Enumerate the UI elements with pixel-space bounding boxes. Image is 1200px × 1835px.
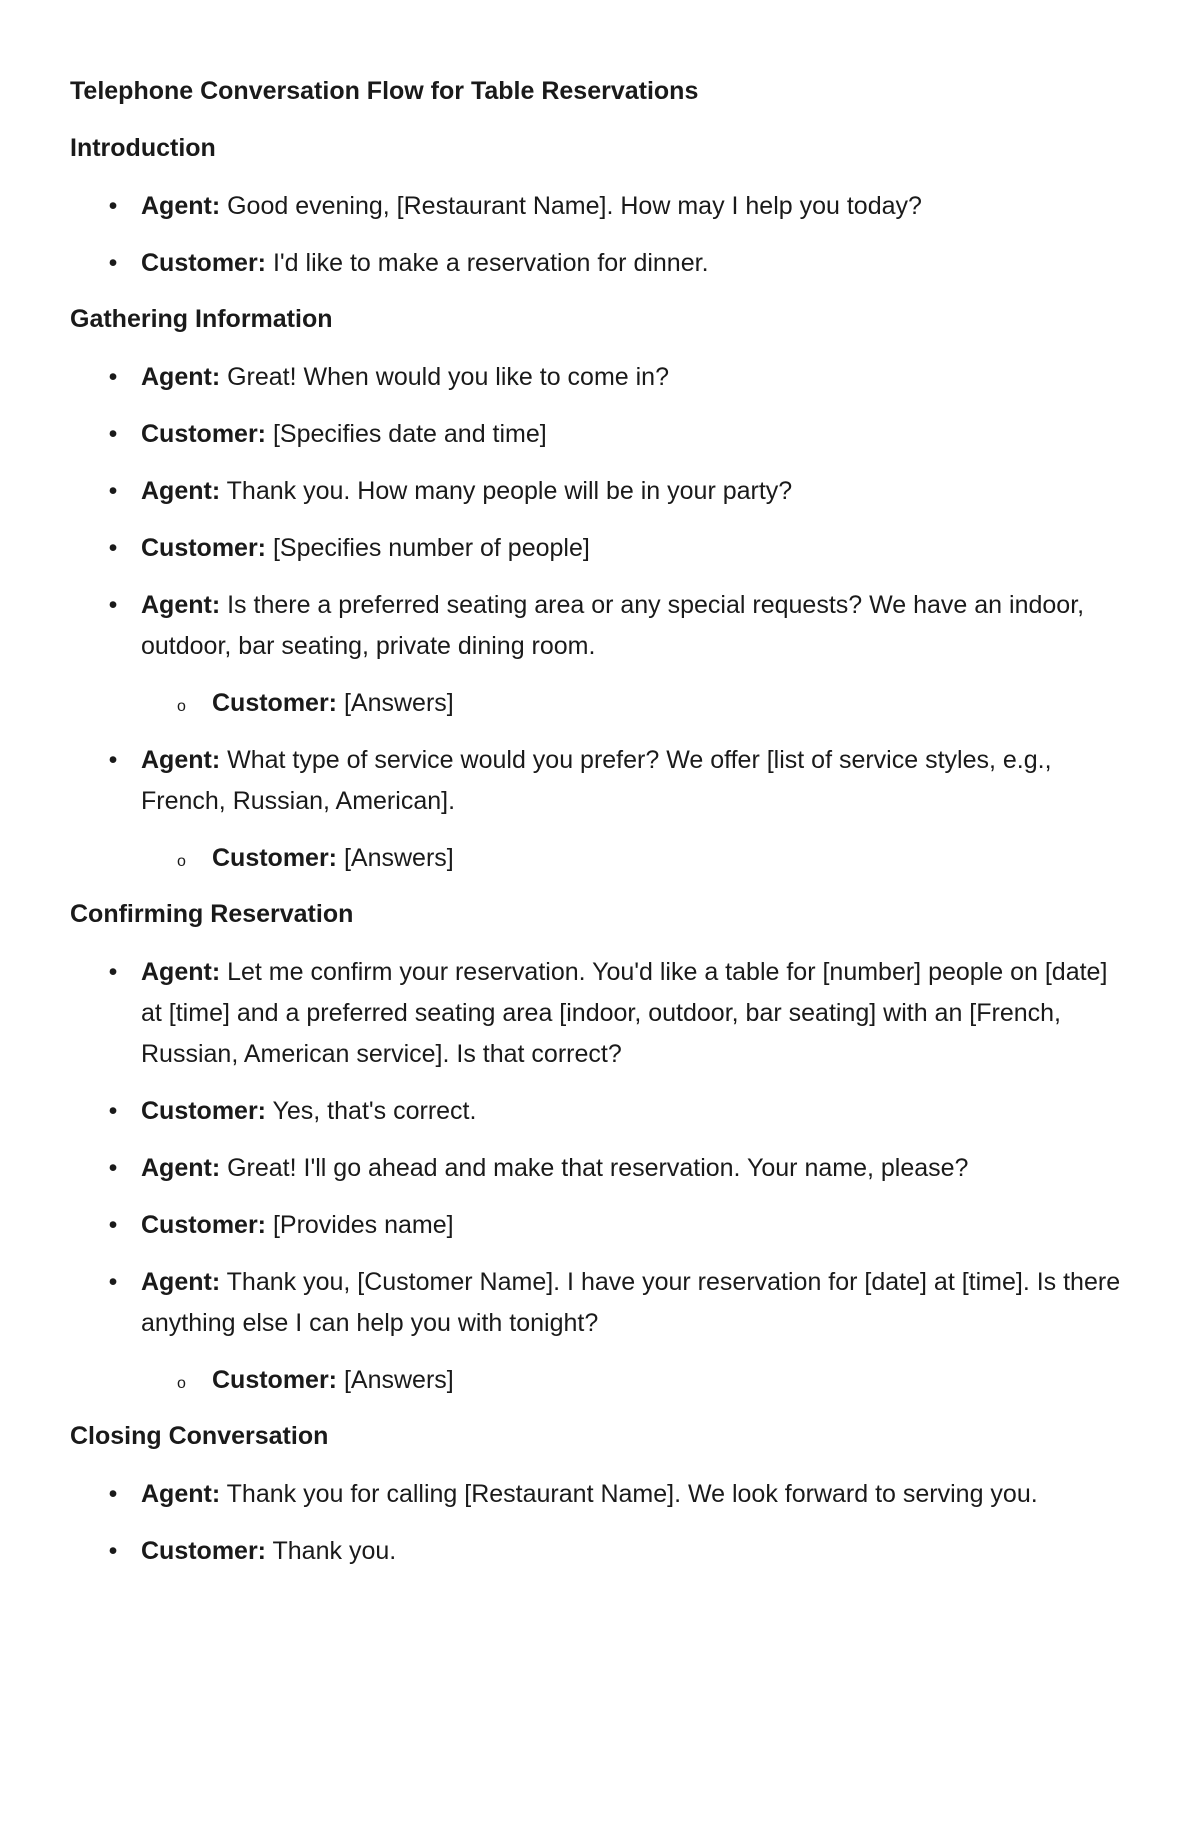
line-text: [Provides name] — [266, 1211, 454, 1239]
bullet-icon: • — [108, 363, 118, 391]
sub-list-item — [141, 683, 1130, 724]
list-item — [70, 1205, 1130, 1246]
list-item — [70, 528, 1130, 569]
line-text: Is there a preferred seating area or any special requests? We have an indoor, outdoor, bar seating, private dining room. — [141, 591, 1085, 660]
sub-list-item — [141, 1360, 1130, 1401]
line-text: What type of service would you prefer? We offer [list of service styles, e.g., French, Russian, American]. — [141, 746, 1052, 815]
bullet-icon: • — [108, 746, 118, 774]
sub-list — [141, 1360, 1130, 1401]
speaker-label: Customer: — [141, 249, 267, 277]
line-text: [Answers] — [337, 1366, 454, 1394]
speaker-label: Customer: — [212, 689, 338, 717]
section-heading-confirming-reservation: Confirming Reservation — [70, 900, 354, 928]
line-text: [Specifies date and time] — [266, 420, 547, 448]
sub-list-item — [141, 838, 1130, 879]
speaker-label: Agent: — [141, 591, 221, 619]
bullet-icon: • — [108, 1211, 118, 1239]
list-item — [70, 186, 1130, 227]
line-text: Let me confirm your reservation. You'd like a table for [number] people on [date] at [time] and a preferred seating area [indoor, outdoor, bar seating] with an [French, Russian, American service]. Is that correct? — [141, 958, 1108, 1068]
circle-bullet-icon: o — [177, 853, 186, 870]
circle-bullet-icon: o — [177, 1375, 186, 1392]
line-text: Great! When would you like to come in? — [220, 363, 669, 391]
speaker-label: Agent: — [141, 1154, 221, 1182]
bullet-icon: • — [108, 192, 118, 220]
line-text: I'd like to make a reservation for dinner. — [266, 249, 709, 277]
line-text: Great! I'll go ahead and make that reservation. Your name, please? — [220, 1154, 969, 1182]
line-text: Yes, that's correct. — [266, 1097, 477, 1125]
line-text: Good evening, [Restaurant Name]. How may I help you today? — [220, 192, 922, 220]
bullet-icon: • — [108, 420, 118, 448]
line-text: [Answers] — [337, 844, 454, 872]
list-item — [70, 740, 1130, 879]
bullet-icon: • — [108, 1154, 118, 1182]
line-text: Thank you, [Customer Name]. I have your reservation for [date] at [time]. Is there anything else I can help you with tonight? — [141, 1268, 1121, 1337]
section-heading-introduction: Introduction — [70, 134, 216, 162]
line-text: Thank you. — [266, 1537, 397, 1565]
bullet-icon: • — [108, 249, 118, 277]
section-heading-closing-conversation: Closing Conversation — [70, 1422, 329, 1450]
speaker-label: Agent: — [141, 363, 221, 391]
bullet-icon: • — [108, 958, 118, 986]
speaker-label: Customer: — [141, 534, 267, 562]
speaker-label: Agent: — [141, 477, 221, 505]
speaker-label: Customer: — [141, 1537, 267, 1565]
bullet-icon: • — [108, 477, 118, 505]
list-item — [70, 952, 1130, 1075]
bullet-icon: • — [108, 591, 118, 619]
document-title: Telephone Conversation Flow for Table Reservations — [70, 77, 699, 105]
list-item — [70, 471, 1130, 512]
list-item — [70, 1262, 1130, 1401]
list-item — [70, 585, 1130, 724]
speaker-label: Agent: — [141, 1268, 221, 1296]
list-item — [70, 1148, 1130, 1189]
list-item — [70, 1091, 1130, 1132]
bullet-icon: • — [108, 534, 118, 562]
speaker-label: Customer: — [141, 1097, 267, 1125]
dialogue-list-confirming-reservation — [70, 952, 1130, 1401]
line-text: [Specifies number of people] — [266, 534, 590, 562]
sub-list — [141, 838, 1130, 879]
line-text: Thank you for calling [Restaurant Name]. We look forward to serving you. — [220, 1480, 1038, 1508]
list-item — [70, 243, 1130, 284]
section-heading-gathering-information: Gathering Information — [70, 305, 333, 333]
speaker-label: Customer: — [141, 1211, 267, 1239]
speaker-label: Agent: — [141, 192, 221, 220]
bullet-icon: • — [108, 1480, 118, 1508]
speaker-label: Customer: — [141, 420, 267, 448]
speaker-label: Agent: — [141, 1480, 221, 1508]
list-item — [70, 1531, 1130, 1572]
speaker-label: Customer: — [212, 1366, 338, 1394]
bullet-icon: • — [108, 1537, 118, 1565]
list-item — [70, 357, 1130, 398]
speaker-label: Customer: — [212, 844, 338, 872]
circle-bullet-icon: o — [177, 698, 186, 715]
speaker-label: Agent: — [141, 746, 221, 774]
speaker-label: Agent: — [141, 958, 221, 986]
bullet-icon: • — [108, 1097, 118, 1125]
line-text: Thank you. How many people will be in your party? — [220, 477, 793, 505]
list-item — [70, 414, 1130, 455]
dialogue-list-closing-conversation — [70, 1474, 1130, 1572]
bullet-icon: • — [108, 1268, 118, 1296]
sub-list — [141, 683, 1130, 724]
list-item — [70, 1474, 1130, 1515]
line-text: [Answers] — [337, 689, 454, 717]
dialogue-list-introduction — [70, 186, 1130, 284]
dialogue-list-gathering-information — [70, 357, 1130, 879]
